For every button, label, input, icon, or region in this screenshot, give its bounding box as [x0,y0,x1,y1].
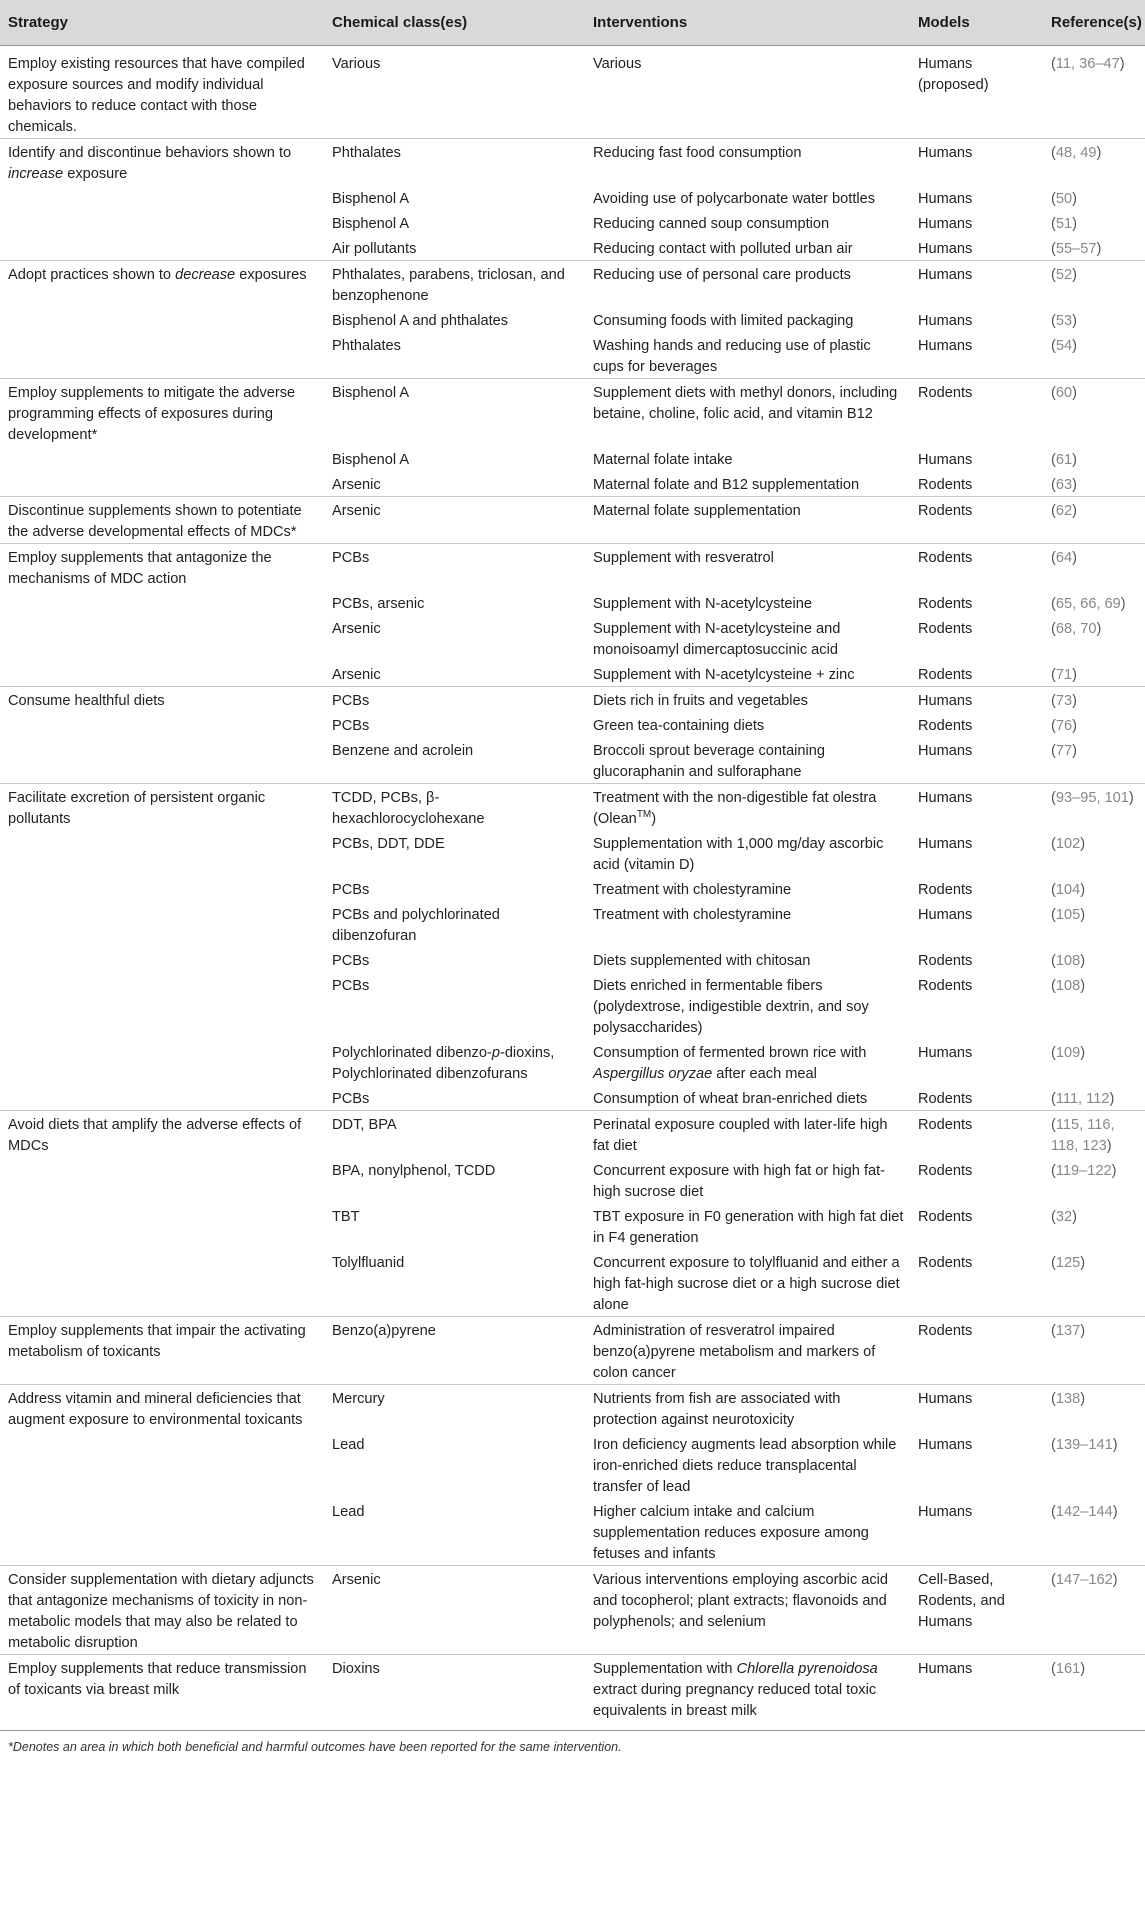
cell-intervention: Treatment with the non-digestible fat olestra (Olean™) [585,784,910,831]
cell-intervention: Green tea-containing diets [593,718,765,734]
cell-strategy [0,1039,324,1085]
table-row [0,379,1145,447]
cell-intervention: Maternal folate intake [593,452,733,468]
table-row [0,544,1145,591]
reference-link[interactable]: 139–141 [1055,1437,1113,1453]
cell-intervention: Supplement with N-acetylcysteine + zinc [593,667,855,683]
cell-strategy [0,332,324,379]
cell-reference: (161) [1043,1655,1145,1731]
table-row [0,1157,1145,1203]
table-row [0,1655,1145,1731]
cell-model: Humans [910,1385,1043,1432]
table-row [0,1431,1145,1498]
cell-model: Rodents [910,1111,1043,1158]
reference-link[interactable]: 137 [1055,1323,1081,1339]
cell-chemical-class: Arsenic [332,667,381,683]
cell-reference: (142–144) [1051,1504,1118,1520]
cell-chemical-class: Phthalates [332,338,401,354]
table-row [0,1085,1145,1111]
cell-reference: (11, 36–47) [1051,56,1125,72]
cell-model: Humans [918,191,973,207]
cell-reference: (32) [1051,1209,1077,1225]
table-row [0,139,1145,186]
reference-link[interactable]: 142–144 [1055,1504,1113,1520]
cell-model: Humans [910,784,1043,831]
cell-reference: (68, 70) [1051,621,1102,637]
cell-reference: (108) [1051,978,1086,994]
reference-link[interactable]: 65, 66, 69 [1055,596,1121,612]
cell-reference: (53) [1051,313,1077,329]
cell-reference: (137) [1043,1317,1145,1385]
cell-chemical-class: Lead [332,1504,365,1520]
reference-link[interactable]: 105 [1055,907,1081,923]
cell-chemical-class: DDT, BPA [324,1111,585,1158]
cell-strategy: Employ existing resources that have compiled exposure sources and modify individual behaviors to reduce contact with those chemicals. [8,56,305,135]
cell-chemical-class: PCBs [324,544,585,591]
cell-intervention: Supplement diets with methyl donors, including betaine, choline, folic acid, and vitamin B12 [585,379,910,447]
table-row [0,471,1145,497]
cell-intervention: Avoiding use of polycarbonate water bottles [593,191,876,207]
cell-model: Rodents [918,621,973,637]
cell-reference: (115, 116, 118, 123) [1043,1111,1145,1158]
reference-link[interactable]: 104 [1055,882,1081,898]
cell-reference: (109) [1051,1045,1086,1061]
reference-link[interactable]: 76 [1055,718,1073,734]
cell-chemical-class: Air pollutants [332,241,417,257]
cell-chemical-class: Arsenic [332,477,381,493]
table-row [0,590,1145,615]
cell-strategy: Address vitamin and mineral deficiencies that augment exposure to environmental toxicants [0,1385,324,1432]
cell-chemical-class: PCBs [324,687,585,713]
cell-model: Rodents [918,1209,973,1225]
cell-intervention: Maternal folate supplementation [585,497,910,544]
cell-model: Rodents [918,953,973,969]
cell-strategy [0,235,324,261]
table-row [0,1566,1145,1655]
cell-intervention: Higher calcium intake and calcium supplementation reduces exposure among fetuses and infants [593,1504,869,1562]
cell-chemical-class: TBT [332,1209,360,1225]
reference-link[interactable]: 93–95, 101 [1055,790,1129,806]
table-body [0,46,1145,1731]
cell-model: Humans [918,1437,973,1453]
cell-intervention: Various [593,56,642,72]
cell-model: Rodents [918,477,973,493]
table-row [0,901,1145,947]
cell-intervention: Nutrients from fish are associated with protection against neurotoxicity [585,1385,910,1432]
cell-strategy [0,712,324,737]
cell-intervention: TBT exposure in F0 generation with high fat diet in F4 generation [593,1209,904,1246]
cell-intervention: Reducing use of personal care products [585,261,910,308]
reference-link[interactable]: 77 [1055,743,1073,759]
reference-link[interactable]: 50 [1055,191,1073,207]
table-row [0,712,1145,737]
footnote: *Denotes an area in which both beneficial and harmful outcomes have been reported for the same intervention. [8,1740,622,1754]
cell-chemical-class: Arsenic [324,1566,585,1655]
cell-chemical-class: Bisphenol A and phthalates [332,313,509,329]
cell-strategy [0,210,324,235]
reference-link[interactable]: 161 [1055,1661,1081,1677]
cell-reference: (77) [1051,743,1077,759]
cell-reference: (62) [1043,497,1145,544]
table-row [0,784,1145,831]
cell-chemical-class: PCBs, DDT, DDE [332,836,445,852]
cell-model: Rodents [918,882,973,898]
cell-strategy [0,830,324,876]
cell-strategy [0,661,324,687]
cell-model: Rodents [910,1317,1043,1385]
cell-model: Humans [918,241,973,257]
table-row [0,972,1145,1039]
cell-chemical-class: Bisphenol A [332,452,410,468]
reference-link[interactable]: 147–162 [1055,1572,1113,1588]
cell-chemical-class: Benzene and acrolein [332,743,474,759]
cell-intervention: Perinatal exposure coupled with later-life high fat diet [585,1111,910,1158]
reference-link[interactable]: 62 [1055,503,1073,519]
cell-intervention: Reducing contact with polluted urban air [593,241,853,257]
header-references: Reference(s) [1043,0,1145,46]
reference-link[interactable]: 102 [1055,836,1081,852]
table-row [0,1203,1145,1249]
cell-strategy: Consider supplementation with dietary adjuncts that antagonize mechanisms of toxicity in non-metabolic models that may also be related to metabolic disruption [0,1566,324,1655]
cell-model: Humans (proposed) [918,56,989,93]
cell-reference: (65, 66, 69) [1051,596,1126,612]
reference-link[interactable]: 48, 49 [1055,145,1097,161]
reference-link[interactable]: 71 [1055,667,1073,683]
cell-model: Rodents [910,379,1043,447]
reference-link[interactable]: 51 [1055,216,1073,232]
cell-strategy: Identify and discontinue behaviors shown to increase exposure [0,139,324,186]
cell-reference: (54) [1051,338,1077,354]
reference-link[interactable]: 54 [1055,338,1073,354]
cell-intervention: Consumption of wheat bran-enriched diets [593,1091,868,1107]
cell-strategy [0,1431,324,1498]
cell-strategy [0,1498,324,1566]
cell-intervention: Diets supplemented with chitosan [593,953,811,969]
cell-model: Humans [918,338,973,354]
cell-strategy: Employ supplements to mitigate the adverse programming effects of exposures during development* [0,379,324,447]
cell-chemical-class: PCBs [332,882,370,898]
cell-chemical-class: PCBs [332,953,370,969]
cell-reference: (125) [1051,1255,1086,1271]
reference-link[interactable]: 125 [1055,1255,1081,1271]
reference-link[interactable]: 73 [1055,693,1073,709]
cell-strategy: Facilitate excretion of persistent organic pollutants [0,784,324,831]
cell-strategy: Employ supplements that impair the activating metabolism of toxicants [0,1317,324,1385]
cell-strategy [0,615,324,661]
table-row [0,876,1145,901]
cell-chemical-class: PCBs and polychlorinated dibenzofuran [332,907,500,944]
cell-strategy [0,1203,324,1249]
cell-strategy [0,446,324,471]
reference-link[interactable]: 55–57 [1055,241,1097,257]
cell-reference: (64) [1043,544,1145,591]
cell-chemical-class: Lead [332,1437,365,1453]
cell-intervention: Supplementation with Chlorella pyrenoidosa extract during pregnancy reduced total toxic equivalents in breast milk [585,1655,910,1731]
reference-link[interactable]: 115, 116, 118, 123 [1051,1117,1115,1154]
cell-chemical-class: Mercury [324,1385,585,1432]
cell-reference: (71) [1051,667,1077,683]
reference-link[interactable]: 109 [1055,1045,1081,1061]
cell-strategy [0,1157,324,1203]
cell-chemical-class: Arsenic [332,621,381,637]
header-models: Models [910,0,1043,46]
table-row [0,307,1145,332]
table-row [0,737,1145,784]
cell-model: Humans [918,743,973,759]
cell-model: Rodents [918,978,973,994]
table-row [0,687,1145,713]
header-chemical-class: Chemical class(es) [324,0,585,46]
reference-link[interactable]: 108 [1055,978,1081,994]
cell-intervention: Supplement with resveratrol [585,544,910,591]
cell-strategy [0,901,324,947]
cell-chemical-class: Arsenic [324,497,585,544]
cell-intervention: Consumption of fermented brown rice with Aspergillus oryzae after each meal [593,1045,867,1082]
cell-model: Humans [910,1655,1043,1731]
cell-reference: (61) [1051,452,1077,468]
cell-strategy: Discontinue supplements shown to potentiate the adverse developmental effects of MDCs* [0,497,324,544]
cell-chemical-class: Various [332,56,381,72]
cell-chemical-class: Phthalates [324,139,585,186]
table-row [0,1498,1145,1566]
cell-strategy [0,876,324,901]
reference-link[interactable]: 60 [1055,385,1073,401]
table-row [0,1039,1145,1085]
reference-link[interactable]: 111, 112 [1055,1091,1110,1107]
reference-link[interactable]: 63 [1055,477,1073,493]
reference-link[interactable]: 119–122 [1055,1163,1112,1179]
reference-link[interactable]: 53 [1055,313,1073,329]
cell-model: Rodents [918,596,973,612]
cell-reference: (60) [1043,379,1145,447]
cell-model: Rodents [918,718,973,734]
cell-reference: (105) [1051,907,1086,923]
cell-intervention: Reducing canned soup consumption [593,216,830,232]
table-row [0,46,1145,139]
reference-link[interactable]: 138 [1055,1391,1081,1407]
cell-strategy: Employ supplements that antagonize the mechanisms of MDC action [0,544,324,591]
cell-reference: (138) [1043,1385,1145,1432]
cell-reference: (55–57) [1051,241,1102,257]
reference-link[interactable]: 61 [1055,452,1073,468]
cell-intervention: Iron deficiency augments lead absorption while iron-enriched diets reduce transplacental transfer of lead [593,1437,897,1495]
table-row [0,332,1145,379]
cell-model: Rodents [918,1091,973,1107]
table-row [0,210,1145,235]
cell-chemical-class: BPA, nonylphenol, TCDD [332,1163,496,1179]
reference-link[interactable]: 52 [1055,267,1073,283]
header-interventions: Interventions [585,0,910,46]
cell-chemical-class: Bisphenol A [332,216,410,232]
cell-strategy: Consume healthful diets [0,687,324,713]
reference-link[interactable]: 11, 36–47 [1055,56,1120,72]
cell-intervention: Consuming foods with limited packaging [593,313,854,329]
cell-model: Humans [918,313,973,329]
cell-strategy [0,1085,324,1111]
cell-model: Humans [910,261,1043,308]
table-row [0,497,1145,544]
cell-strategy [0,471,324,497]
cell-model: Cell-Based, Rodents, and Humans [910,1566,1043,1655]
cell-model: Humans [918,836,973,852]
table-row [0,1385,1145,1432]
cell-chemical-class: Benzo(a)pyrene [324,1317,585,1385]
cell-chemical-class: Phthalates, parabens, triclosan, and benzophenone [324,261,585,308]
cell-intervention: Various interventions employing ascorbic acid and tocopherol; plant extracts; flavonoids and polyphenols; and selenium [585,1566,910,1655]
cell-model: Humans [910,687,1043,713]
cell-chemical-class: Tolylfluanid [332,1255,405,1271]
table-row [0,1317,1145,1385]
cell-reference: (93–95, 101) [1043,784,1145,831]
cell-reference: (52) [1043,261,1145,308]
cell-intervention: Administration of resveratrol impaired benzo(a)pyrene metabolism and markers of colon cancer [585,1317,910,1385]
cell-intervention: Concurrent exposure with high fat or high fat-high sucrose diet [593,1163,886,1200]
cell-intervention: Diets rich in fruits and vegetables [585,687,910,713]
cell-strategy [0,737,324,784]
cell-model: Humans [918,452,973,468]
cell-chemical-class: Polychlorinated dibenzo-p-dioxins, Polychlorinated dibenzofurans [332,1045,555,1082]
cell-reference: (111, 112) [1051,1091,1115,1107]
cell-model: Rodents [918,1255,973,1271]
cell-reference: (147–162) [1043,1566,1145,1655]
cell-intervention: Treatment with cholestyramine [593,907,792,923]
cell-intervention: Maternal folate and B12 supplementation [593,477,860,493]
cell-reference: (102) [1051,836,1086,852]
cell-intervention: Supplement with N-acetylcysteine and monoisoamyl dimercaptosuccinic acid [593,621,841,658]
cell-chemical-class: PCBs [332,718,370,734]
cell-chemical-class: PCBs, arsenic [332,596,425,612]
cell-reference: (50) [1051,191,1077,207]
cell-chemical-class: Bisphenol A [332,191,410,207]
cell-reference: (73) [1043,687,1145,713]
cell-intervention: Supplement with N-acetylcysteine [593,596,813,612]
cell-model: Humans [918,907,973,923]
cell-model: Humans [910,139,1043,186]
reference-link[interactable]: 68, 70 [1055,621,1097,637]
reference-link[interactable]: 64 [1055,550,1073,566]
cell-model: Humans [918,216,973,232]
cell-model: Humans [918,1504,973,1520]
cell-model: Humans [918,1045,973,1061]
cell-model: Rodents [918,667,973,683]
table-row [0,1249,1145,1317]
cell-model: Rodents [918,1163,973,1179]
cell-strategy: Adopt practices shown to decrease exposures [0,261,324,308]
cell-strategy [0,947,324,972]
header-strategy: Strategy [0,0,324,46]
table-row [0,615,1145,661]
table-row [0,830,1145,876]
table-row [0,1111,1145,1158]
table-row [0,261,1145,308]
cell-chemical-class: PCBs [332,978,370,994]
cell-chemical-class: Dioxins [324,1655,585,1731]
cell-chemical-class: Bisphenol A [324,379,585,447]
cell-reference: (104) [1051,882,1086,898]
cell-reference: (119–122) [1051,1163,1117,1179]
cell-intervention: Washing hands and reducing use of plastic cups for beverages [593,338,871,375]
cell-intervention: Treatment with cholestyramine [593,882,792,898]
cell-strategy: Avoid diets that amplify the adverse effects of MDCs [0,1111,324,1158]
cell-strategy [0,185,324,210]
cell-reference: (139–141) [1051,1437,1118,1453]
cell-model: Rodents [910,497,1043,544]
table-row [0,446,1145,471]
cell-intervention: Supplementation with 1,000 mg/day ascorbic acid (vitamin D) [593,836,884,873]
cell-intervention: Broccoli sprout beverage containing glucoraphanin and sulforaphane [593,743,826,780]
cell-strategy [0,972,324,1039]
table-row [0,947,1145,972]
cell-strategy [0,307,324,332]
cell-intervention: Concurrent exposure to tolylfluanid and either a high fat-high sucrose diet or a high sucrose diet alone [593,1255,900,1313]
table-row [0,235,1145,261]
cell-strategy: Employ supplements that reduce transmission of toxicants via breast milk [0,1655,324,1731]
cell-model: Rodents [910,544,1043,591]
reference-link[interactable]: 108 [1055,953,1081,969]
cell-intervention: Diets enriched in fermentable fibers (polydextrose, indigestible dextrin, and soy polysaccharides) [593,978,869,1036]
table-row [0,185,1145,210]
cell-reference: (63) [1051,477,1077,493]
reference-link[interactable]: 32 [1055,1209,1073,1225]
cell-reference: (108) [1051,953,1086,969]
cell-reference: (48, 49) [1043,139,1145,186]
table-row [0,661,1145,687]
cell-strategy [0,1249,324,1317]
cell-strategy [0,590,324,615]
cell-reference: (76) [1051,718,1077,734]
table-header-row [0,0,1145,46]
cell-chemical-class: TCDD, PCBs, β-hexachlorocyclohexane [324,784,585,831]
cell-reference: (51) [1051,216,1077,232]
cell-intervention: Reducing fast food consumption [585,139,910,186]
cell-chemical-class: PCBs [332,1091,370,1107]
